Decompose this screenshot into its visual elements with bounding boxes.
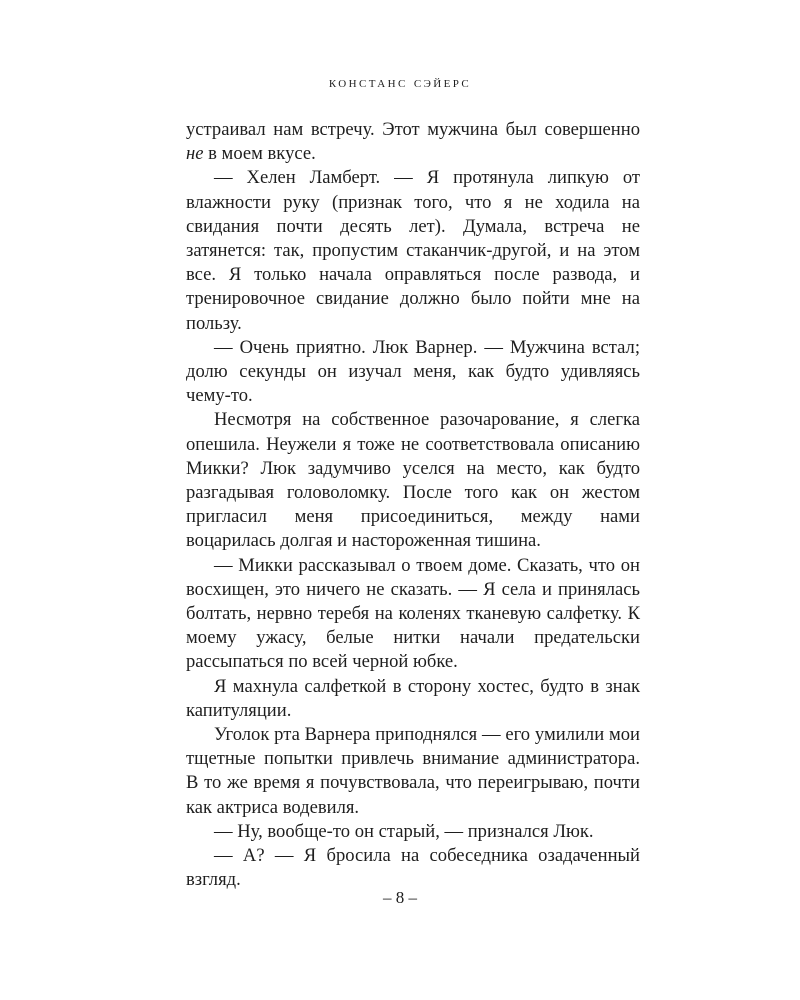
paragraph-3: Несмотря на собственное разочарование, я слегка опешила. Неужели я тоже не соответствовала описанию Микки? Люк задумчиво уселся на место, как будто разгадывая головоломку. После того как он жестом пригласил меня присоединиться, между нами воцарилась долгая и настороженная тишина.	[186, 409, 640, 552]
body-text	[186, 118, 640, 893]
running-header-title: констанс сэйерс	[328, 75, 472, 91]
paragraph-0-emphasis: не	[186, 143, 204, 165]
paragraph-0-part-b: в моем вкусе.	[203, 143, 316, 165]
paragraph-2: — Очень приятно. Люк Варнер. — Мужчина встал; долю секунды он изучал меня, как будто удивляясь чему-то.	[186, 336, 640, 407]
paragraph-1: — Хелен Ламберт. — Я протянула липкую от влажности руку (признак того, что я не ходила на свидания почти десять лет). Думала, встреча не затянется: так, пропустим стаканчик-другой, и на этом все. Я только начала оправляться после развода, и тренировочное свидание должно было пойти мне на пользу.	[186, 167, 640, 334]
paragraph-7: — Ну, вообще-то он старый, — признался Люк.	[214, 820, 594, 842]
paragraph-5: Я махнула салфеткой в сторону хостес, будто в знак капитуляции.	[186, 675, 640, 721]
paragraph-continuation	[186, 118, 640, 166]
running-header	[0, 75, 800, 92]
paragraph-0-part-a: устраивал нам встречу. Этот мужчина был совершенно	[186, 119, 640, 140]
page-number: – 8 –	[383, 888, 417, 907]
paragraph-4: — Микки рассказывал о твоем доме. Сказать, что он восхищен, это ничего не сказать. — Я села и принялась болтать, нервно теребя на коленях тканевую салфетку. К моему ужасу, белые нитки начали предательски рассыпаться по всей черной юбке.	[186, 554, 640, 673]
paragraph-6: Уголок рта Варнера приподнялся — его умилили мои тщетные попытки привлечь внимание администратора. В то же время я почувствовала, что переигрываю, почти как актриса водевиля.	[186, 724, 640, 818]
paragraph-8: — А? — Я бросила на собеседника озадаченный взгляд.	[186, 845, 640, 891]
